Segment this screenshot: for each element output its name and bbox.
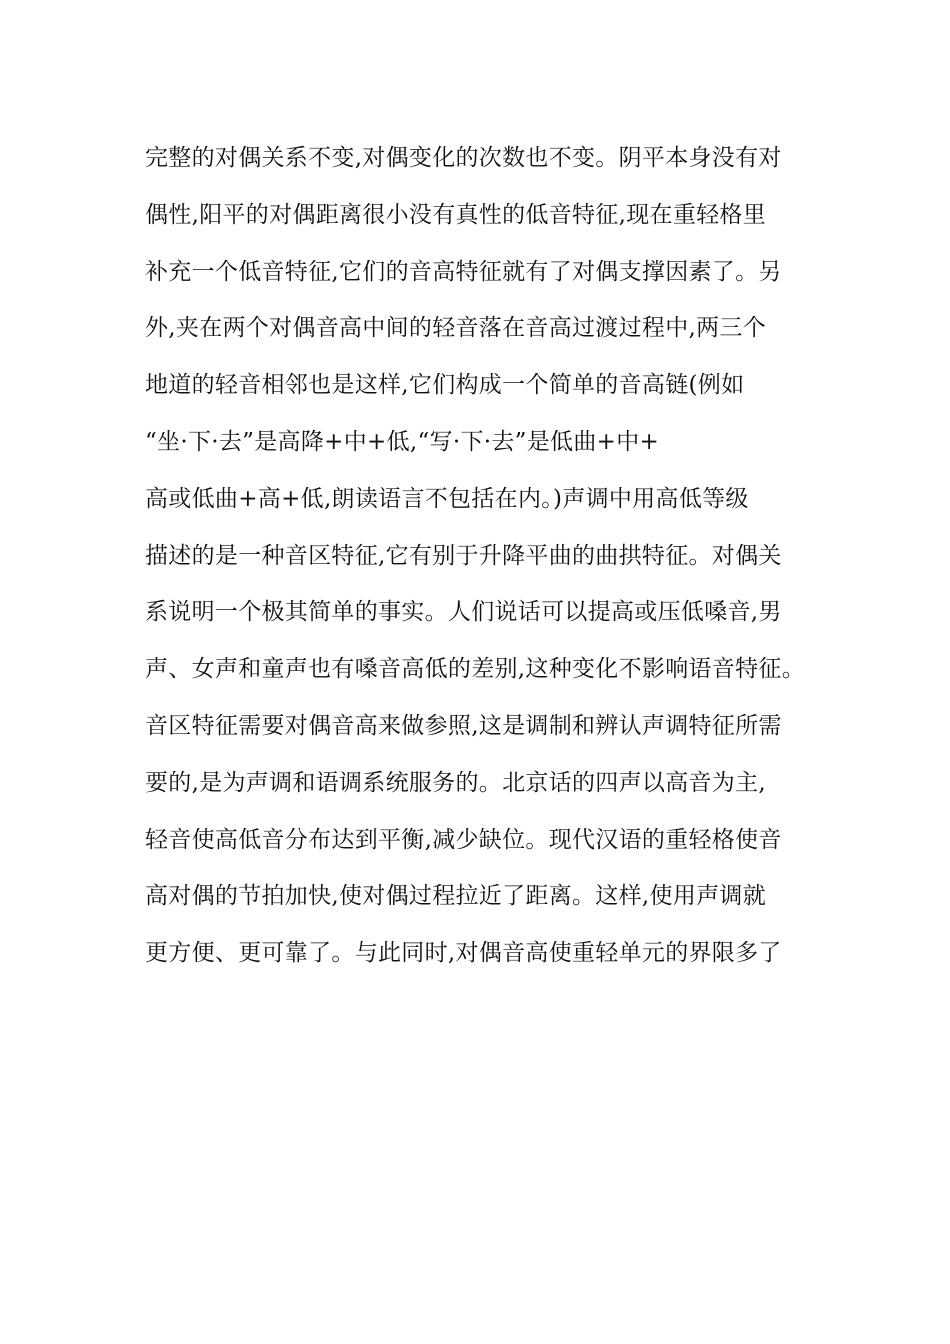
text-line: “坐·下·去”是高降+中+低,“写·下·去”是低曲+中+ — [145, 428, 660, 455]
text-line: 地道的轻音相邻也是这样,它们构成一个简单的音高链(例如 — [145, 372, 745, 399]
text-line: 轻音使高低音分布达到平衡,减少缺位。现代汉语的重轻格使音 — [145, 826, 782, 853]
text-line: 补充一个低音特征,它们的音高特征就有了对偶支撑因素了。另 — [145, 258, 782, 285]
text-line: 系说明一个极其简单的事实。人们说话可以提高或压低嗓音,男 — [145, 599, 782, 626]
text-line: 高或低曲+高+低,朗读语言不包括在内。)声调中用高低等级 — [145, 485, 749, 512]
text-line: 偶性,阳平的对偶距离很小没有真性的低音特征,现在重轻格里 — [145, 201, 767, 228]
text-line: 描述的是一种音区特征,它有别于升降平曲的曲拱特征。对偶关 — [145, 542, 782, 569]
text-line: 要的,是为声调和语调系统服务的。北京话的四声以高音为主, — [145, 769, 767, 796]
body-text — [145, 130, 825, 982]
text-line: 高对偶的节拍加快,使对偶过程拉近了距离。这样,使用声调就 — [145, 883, 767, 910]
text-line: 更方便、更可靠了。与此同时,对偶音高使重轻单元的界限多了 — [145, 940, 782, 967]
text-line: 完整的对偶关系不变,对偶变化的次数也不变。阴平本身没有对 — [145, 145, 782, 171]
text-line: 声、女声和童声也有嗓音高低的差别,这种变化不影响语音特征。 — [145, 656, 806, 683]
text-line: 音区特征需要对偶音高来做参照,这是调制和辨认声调特征所需 — [145, 712, 782, 739]
text-line: 外,夹在两个对偶音高中间的轻音落在音高过渡过程中,两三个 — [145, 315, 767, 342]
